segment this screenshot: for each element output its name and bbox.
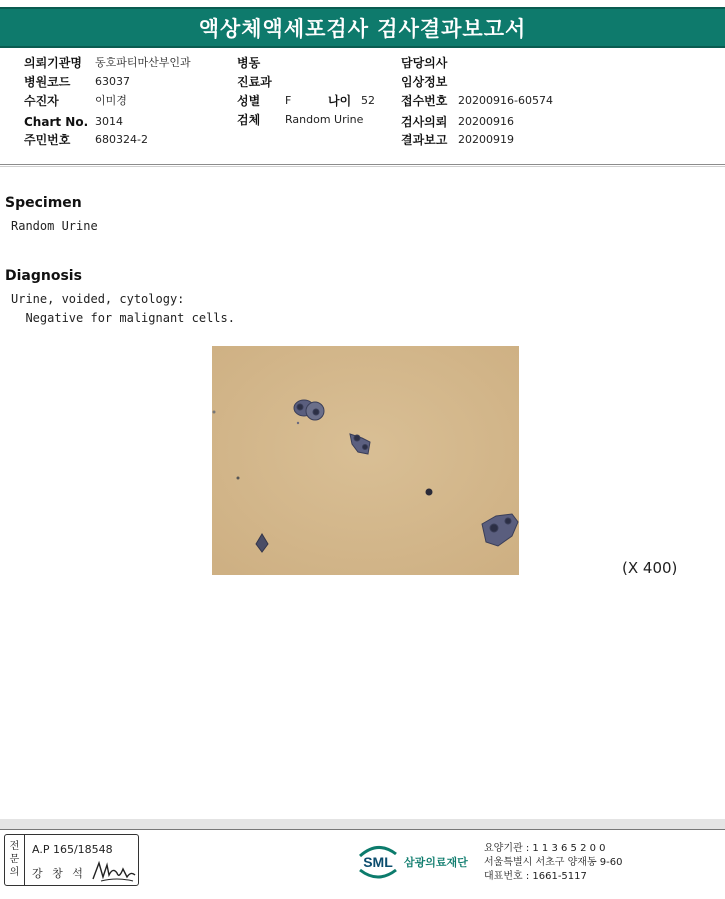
info-label: 병동	[237, 56, 261, 70]
contact-line: 서울특별시 서초구 양재동 9-60	[484, 857, 623, 868]
stamp-vertical-text: 전문의	[9, 841, 20, 878]
info-label: 검사의뢰	[401, 115, 448, 129]
info-value: 20200919	[458, 133, 514, 146]
footer-band	[0, 819, 725, 829]
divider	[0, 164, 725, 165]
ap-number: A.P 165/18548	[32, 843, 113, 856]
diagnosis-line-2: Negative for malignant cells.	[11, 311, 235, 325]
info-value: 3014	[95, 115, 123, 128]
info-label: Chart No.	[24, 115, 89, 129]
specimen-text: Random Urine	[11, 219, 98, 233]
contact-line: 대표번호 : 1661-5117	[484, 871, 587, 882]
info-value: 680324-2	[95, 133, 148, 146]
diagnosis-line-1: Urine, voided, cytology:	[11, 292, 185, 306]
info-label: 나이	[328, 94, 352, 108]
info-label: 임상정보	[401, 75, 448, 89]
divider	[0, 166, 725, 167]
sml-logo-text: SML	[363, 854, 393, 870]
info-value: Random Urine	[285, 113, 364, 126]
organization-name: 삼광의료재단	[404, 856, 468, 869]
report-title: 액상체액세포검사 검사결과보고서	[0, 7, 725, 48]
signature-icon	[91, 859, 137, 885]
info-value: 20200916	[458, 115, 514, 128]
sml-logo-icon	[356, 842, 400, 882]
top-rule	[0, 0, 725, 6]
info-label: 주민번호	[24, 133, 71, 147]
info-label: 검체	[237, 113, 261, 127]
micrograph-cells	[212, 346, 519, 575]
info-value: 63037	[95, 75, 130, 88]
specimen-heading: Specimen	[5, 195, 82, 211]
magnification-label: (X 400)	[622, 559, 678, 577]
info-value: F	[285, 94, 292, 107]
contact-line: 요양기관 : 1 1 3 6 5 2 0 0	[484, 843, 606, 854]
pathologist-stamp	[4, 834, 139, 886]
info-value: 이미경	[95, 94, 127, 107]
info-value: 동호파티마산부인과	[95, 56, 191, 69]
contact-block	[484, 842, 623, 884]
footer-divider	[0, 829, 725, 830]
micrograph-image	[212, 346, 519, 575]
info-label: 병원코드	[24, 75, 71, 89]
info-value: 52	[361, 94, 375, 107]
info-label: 성별	[237, 94, 261, 108]
info-label: 접수번호	[401, 94, 448, 108]
patient-info-block	[0, 54, 725, 166]
info-label: 진료과	[237, 75, 272, 89]
info-value: 20200916-60574	[458, 94, 553, 107]
stamp-vertical-label	[5, 835, 25, 885]
info-label: 수진자	[24, 94, 59, 108]
info-label: 의뢰기관명	[24, 56, 82, 70]
diagnosis-heading: Diagnosis	[5, 268, 82, 284]
info-label: 결과보고	[401, 133, 448, 147]
doctor-name: 강 창 석	[32, 867, 86, 880]
info-label: 담당의사	[401, 56, 448, 70]
